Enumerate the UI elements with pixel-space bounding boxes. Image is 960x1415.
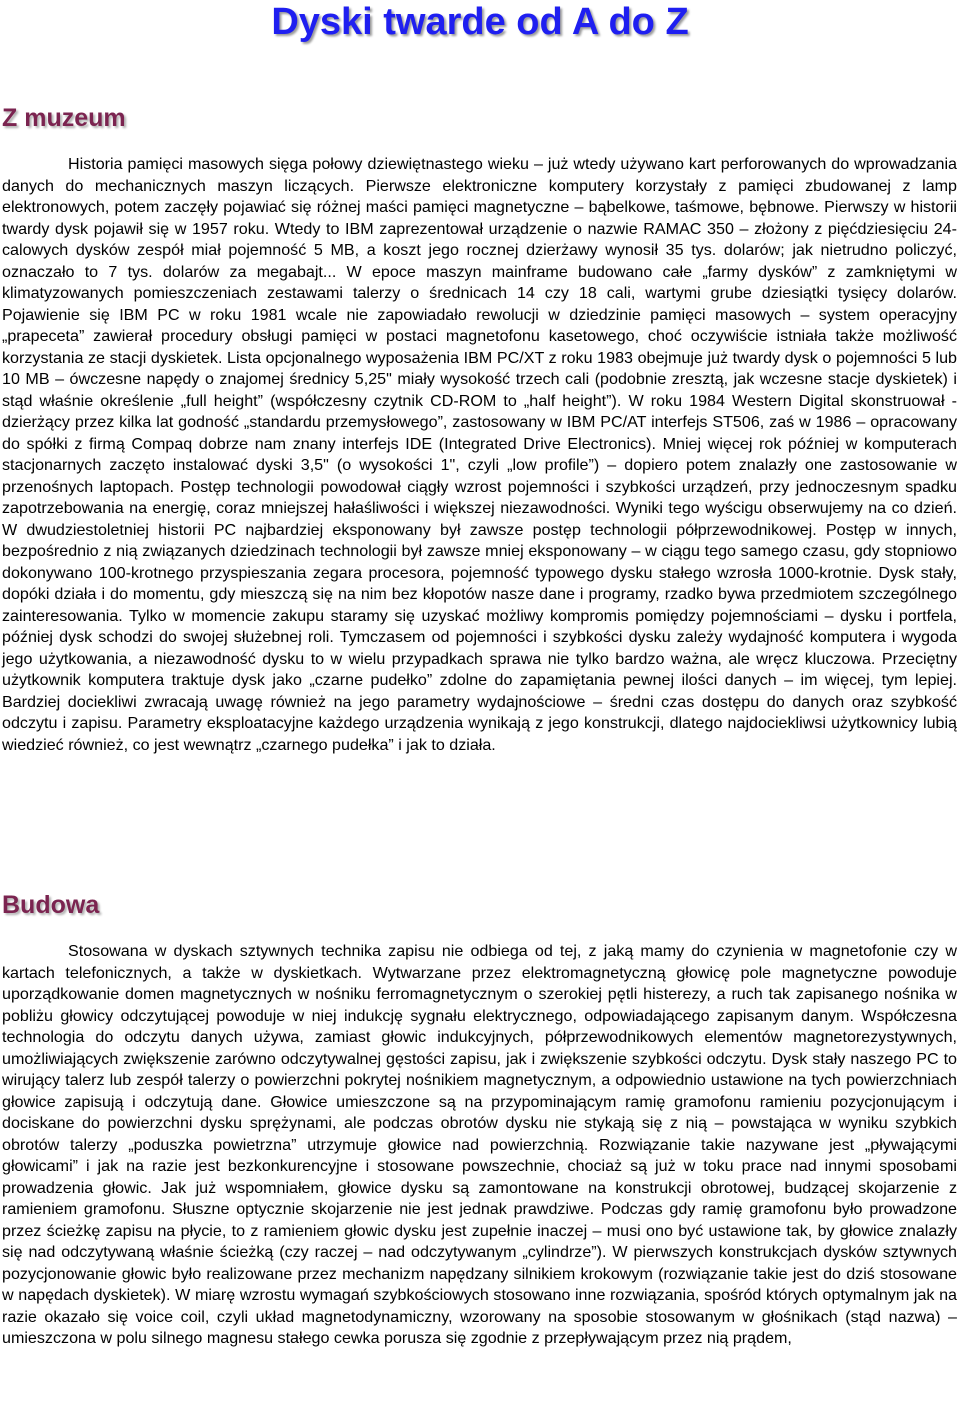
section-heading-z-muzeum: Z muzeum bbox=[2, 104, 126, 132]
section-paragraph-z-muzeum: Historia pamięci masowych sięga połowy dziewiętnastego wieku – już wtedy używano kart perforowanych do wprowadzania danych do mechanicznych maszyn liczących. Pierwsze elektroniczne komputery korzystały z pamięci zbudowanej z lamp elektronowych, potem zaczęły pojawiać się różnej maści pamięci magnetyczne – bąbelkowe, taśmowe, bębnowe. Pierwszy w historii twardy dysk pojawił się w 1957 roku. Wtedy to IBM zaprezentował urządzenie o nazwie RAMAC 350 – złożony z pięćdziesięciu 24-calowych dysków zespół miał pojemność 5 MB, a koszt jego rocznej dzierżawy wynosił 35 tys. dolarów; jak nietrudno policzyć, oznaczało to 7 tys. dolarów za megabajt... W epoce maszyn mainframe budowano całe „farmy dysków” z zamkniętymi w klimatyzowanych pomieszczeniach zestawami talerzy o średnicach 14 czy 18 cali, wartymi grube dziesiątki tysięcy dolarów. Pojawienie się IBM PC w roku 1981 wcale nie zapowiadało rewolucji w dziedzinie pamięci masowych – system operacyjny „prapeceta” zawierał procedury obsługi pamięci w postaci magnetofonu kasetowego, choć oczywiście istniała także możliwość korzystania ze stacji dyskietek. Lista opcjonalnego wyposażenia IBM PC/XT z roku 1983 obejmuje już twardy dysk o pojemności 5 lub 10 MB – ówczesne napędy o znajomej średnicy 5,25" miały wysokość trzech cali (podobnie zresztą, jak wczesne stacje dyskietek) i stąd właśnie określenie „full height” (współczesny czytnik CD-ROM to „half height”). W roku 1984 Western Digital skonstruował - dzierżący przez kilka lat godność „standardu przemysłowego”, zastosowany w IBM PC/AT interfejs ST506, zaś w 1986 – opracowany do spółki z firmą Compaq dobrze nam znany interfejs IDE (Integrated Drive Electronics). Mniej więcej rok później w komputerach stacjonarnych zaczęto instalować dyski 3,5" (o wysokości 1", czyli „low profile”) – dopiero potem znalazły one zastosowanie w przenośnych laptopach. Postęp technologii powodował ciągły wzrost pojemności i szybkości urządzeń, przy jednoczesnym spadku zapotrzebowania na energię, coraz mniejszej hałaśliwości i większej niezawodności. Wyniki tego wyścigu obserwujemy na co dzień. W dwudziestoletniej historii PC najbardziej eksponowany był zawsze postęp technologii półprzewodnikowej. Postęp w innych, bezpośrednio z nią związanych dziedzinach technologii był zawsze mniej eksponowany – w ciągu tego samego czasu, gdy stopniowo dokonywano 100-krotnego przyspieszania zegara procesora, pojemność typowego dysku stałego wzrosła 1000-krotnie. Dysk stały, dopóki działa i do momentu, gdy mieszczą się na nim bez kłopotów nasze dane i programy, rzadko bywa przedmiotem szczególnego zainteresowania. Tylko w momencie zakupu staramy się uzyskać możliwy kompromis pomiędzy pojemnościami – dysku i portfela, później dysk schodzi do swojej służebnej roli. Tymczasem od pojemności i szybkości dysku zależy wydajność komputera i wygoda jego użytkowania, a niezawodność dysku to w wielu przypadkach sprawa nie tylko bardzo ważna, ale wręcz kluczowa. Przeciętny użytkownik komputera traktuje dysk jako „czarne pudełko” zdolne do zapamiętania pewnej ilości danych – im więcej, tym lepiej. Bardziej dociekliwi zwracają uwagę również na jego parametry wydajnościowe – średni czas dostępu do danych oraz szybkość odczytu i zapisu. Parametry eksploatacyjne każdego urządzenia wynikają z jego konstrukcji, dlatego najdociekliwsi użytkownicy lubią wiedzieć również, co jest wewnątrz „czarnego pudełka” i jak to działa. bbox=[2, 155, 957, 754]
section-paragraph-budowa: Stosowana w dyskach sztywnych technika zapisu nie odbiega od tej, z jaką mamy do czynienia w magnetofonie czy w kartach telefonicznych, a także w dyskietkach. Wytwarzane przez elektromagnetyczną głowicę pole magnetyczne powoduje uporządkowanie domen magnetycznych w nośniku ferromagnetycznym o szerokiej pętli histerezy, a ruch tak zapisanego nośnika w pobliżu głowicy odczytującej powoduje w niej indukcję sygnału elektrycznego, odpowiadającego zapisanym danym. Współczesna technologia do odczytu danych używa, zamiast głowic indukcyjnych, półprzewodnikowych elementów magnetorezystywnych, umożliwiających zwiększenie zarówno odczytywalnej gęstości zapisu, jak i zwiększenie szybkości odczytu. Dysk stały naszego PC to wirujący talerz lub zespół talerzy o powierzchni pokrytej nośnikiem magnetycznym, a odpowiednio ustawione na tych powierzchniach głowice zapisują i odczytują dane. Głowice umieszczone są na przypominającym ramię gramofonu ramieniu pozycjonującym i dociskane do powierzchni dysku sprężynami, ale podczas obrotów dysku nie stykają się z nią – powstająca w wyniku szybkich obrotów talerzy „poduszka powietrzna” utrzymuje głowice nad powierzchnią. Rozwiązanie takie nazywane jest „pływającymi głowicami” i jak na razie jest bezkonkurencyjne i stosowane powszechnie, chociaż są już w toku prace nad innymi sposobami prowadzenia głowic. Jak już wspomniałem, głowice dysku są zamontowane na konstrukcji obrotowej, budzącej skojarzenie z ramieniem gramofonu. Słuszne optycznie skojarzenie nie jest jednak prawdziwe. Podczas gdy ramię gramofonu było prowadzone przez ścieżkę zapisu na płycie, to z ramieniem głowic dysku jest zupełnie inaczej – musi ono być ustawione tak, by głowice znalazły się nad odczytywaną właśnie ścieżką (czy raczej – nad odczytywanym „cylindrze”). W pierwszych konstrukcjach dysków sztywnych pozycjonowanie głowic było realizowane przez mechanizm napędzany silnikiem krokowym (rozwiązanie takie jest do dziś stosowane w napędach dyskietek). W miarę wzrostu wymagań szybkościowych stosowano inne rozwiązania, spośród których optymalnym jak na razie okazało się voice coil, czyli układ magnetodynamiczny, wzorowany na sposobie stosowanym w głośnikach (stąd nazwa) – umieszczona w polu silnego magnesu stałego cewka porusza się zgodnie z przepływającym przez nią prądem, bbox=[2, 942, 957, 1347]
section-heading-budowa: Budowa bbox=[2, 891, 100, 919]
page-title: Dyski twarde od A do Z bbox=[271, 1, 689, 43]
